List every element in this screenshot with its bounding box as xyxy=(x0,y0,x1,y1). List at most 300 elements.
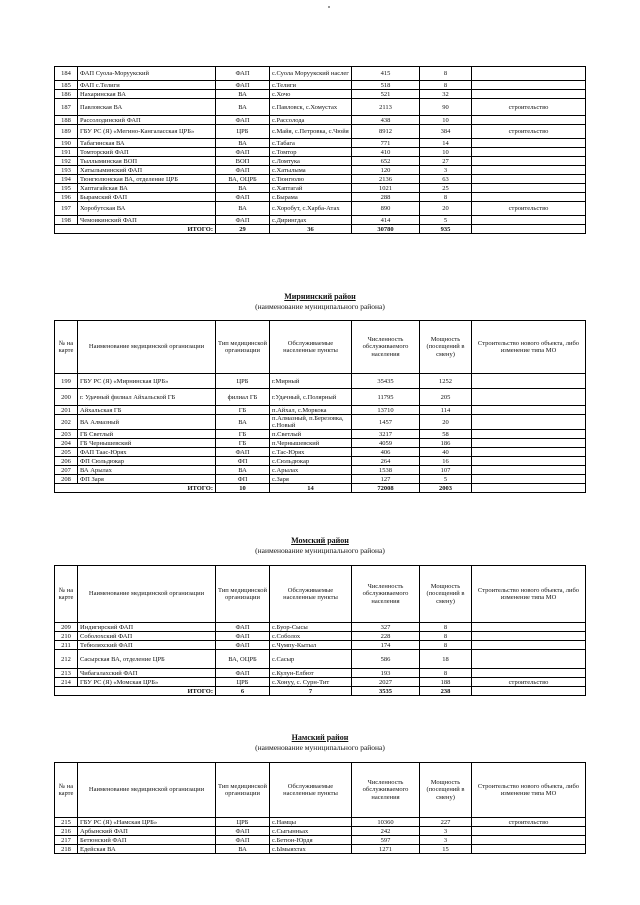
cell-population: 10360 xyxy=(352,818,420,827)
cell-number: 201 xyxy=(55,406,78,415)
cell-organization: Табагинская ВА xyxy=(78,139,216,148)
cell-capacity: 188 xyxy=(420,678,472,687)
cell-construction xyxy=(472,216,586,225)
table-row xyxy=(55,193,586,202)
cell-number: 194 xyxy=(55,175,78,184)
cell-construction xyxy=(472,157,586,166)
col-capacity-header: Мощность (посещений в смену) xyxy=(420,566,472,623)
cell-places: с.Ломтука xyxy=(270,157,352,166)
total-places: 36 xyxy=(270,225,352,234)
cell-population: 586 xyxy=(352,650,420,669)
cell-construction xyxy=(472,430,586,439)
total-population: 30780 xyxy=(352,225,420,234)
cell-population: 288 xyxy=(352,193,420,202)
cell-type: ВА, ОЦРБ xyxy=(216,175,270,184)
cell-number: 195 xyxy=(55,184,78,193)
cell-type: ЦРБ xyxy=(216,125,270,139)
cell-population: 11795 xyxy=(352,389,420,406)
cell-construction: строительство xyxy=(472,678,586,687)
cell-construction xyxy=(472,669,586,678)
cell-construction xyxy=(472,827,586,836)
cell-organization: Айхальская ГБ xyxy=(78,406,216,415)
table-row xyxy=(55,641,586,650)
section-title-mirny: Мирнинский район xyxy=(284,292,356,301)
cell-type: ФП xyxy=(216,475,270,484)
cell-population: 652 xyxy=(352,157,420,166)
cell-capacity: 8 xyxy=(420,193,472,202)
cell-number: 203 xyxy=(55,430,78,439)
cell-places: с.Дирингдах xyxy=(270,216,352,225)
cell-places: с.Хонуу, с. Сурн-Тит xyxy=(270,678,352,687)
cell-organization: Чемоикинский ФАП xyxy=(78,216,216,225)
cell-type: ФАП xyxy=(216,116,270,125)
cell-capacity: 18 xyxy=(420,650,472,669)
cell-population: 4059 xyxy=(352,439,420,448)
cell-capacity: 8 xyxy=(420,669,472,678)
cell-type: ФАП xyxy=(216,632,270,641)
cell-places: с.Сюльдюкар xyxy=(270,457,352,466)
cell-number: 210 xyxy=(55,632,78,641)
cell-construction xyxy=(472,81,586,90)
cell-construction xyxy=(472,148,586,157)
table-row xyxy=(55,466,586,475)
cell-places: с.Хочо xyxy=(270,90,352,99)
cell-places: с.Арылах xyxy=(270,466,352,475)
cell-type: ФАП xyxy=(216,836,270,845)
cell-population: 2027 xyxy=(352,678,420,687)
total-construction xyxy=(472,484,586,493)
total-population: 3535 xyxy=(352,687,420,696)
cell-places: с.Кулун-Елбют xyxy=(270,669,352,678)
cell-places: с.Суола Моруукский наслег xyxy=(270,67,352,81)
cell-places: с.Рассолода xyxy=(270,116,352,125)
cell-organization: ВА Арылах xyxy=(78,466,216,475)
cell-organization: ФАП Суола-Моруукский xyxy=(78,67,216,81)
table-row xyxy=(55,202,586,216)
col-capacity-header: Мощность (посещений в смену) xyxy=(420,763,472,818)
cell-number: 197 xyxy=(55,202,78,216)
scan-speck xyxy=(328,6,330,8)
cell-places: с.Хатылыма xyxy=(270,166,352,175)
cell-construction xyxy=(472,90,586,99)
cell-organization: Соболохский ФАП xyxy=(78,632,216,641)
total-row xyxy=(55,225,586,234)
cell-places: с.Сыгынньах xyxy=(270,827,352,836)
cell-construction xyxy=(472,415,586,430)
cell-number: 204 xyxy=(55,439,78,448)
table-row xyxy=(55,216,586,225)
table-row xyxy=(55,448,586,457)
cell-organization: Едейская ВА xyxy=(78,845,216,854)
cell-population: 1271 xyxy=(352,845,420,854)
cell-organization: Тюнгюлюнская ВА, отделение ЦРБ xyxy=(78,175,216,184)
cell-organization: Рассолодинский ФАП xyxy=(78,116,216,125)
cell-capacity: 14 xyxy=(420,139,472,148)
cell-number: 196 xyxy=(55,193,78,202)
cell-organization: ГБУ РС (Я) «Момская ЦРБ» xyxy=(78,678,216,687)
cell-population: 127 xyxy=(352,475,420,484)
cell-population: 1021 xyxy=(352,184,420,193)
cell-type: ВА xyxy=(216,139,270,148)
cell-type: филиал ГБ xyxy=(216,389,270,406)
cell-number: 191 xyxy=(55,148,78,157)
cell-organization: Тебюляхский ФАП xyxy=(78,641,216,650)
cell-construction: строительство xyxy=(472,125,586,139)
cell-number: 212 xyxy=(55,650,78,669)
cell-organization: Хаптагайская ВА xyxy=(78,184,216,193)
table-row xyxy=(55,623,586,632)
cell-construction xyxy=(472,845,586,854)
cell-capacity: 3 xyxy=(420,836,472,845)
cell-type: ФАП xyxy=(216,448,270,457)
col-number-header: № на карте xyxy=(55,763,78,818)
cell-capacity: 3 xyxy=(420,827,472,836)
cell-population: 242 xyxy=(352,827,420,836)
cell-population: 771 xyxy=(352,139,420,148)
total-construction xyxy=(472,225,586,234)
cell-capacity: 227 xyxy=(420,818,472,827)
cell-capacity: 3 xyxy=(420,166,472,175)
cell-capacity: 16 xyxy=(420,457,472,466)
cell-population: 193 xyxy=(352,669,420,678)
cell-organization: ГБУ РС (Я) «Мирнинская ЦРБ» xyxy=(78,374,216,389)
cell-organization: ФП Заря xyxy=(78,475,216,484)
col-capacity-header: Мощность (посещений в смену) xyxy=(420,321,472,374)
cell-construction xyxy=(472,175,586,184)
cell-population: 597 xyxy=(352,836,420,845)
cell-population: 228 xyxy=(352,632,420,641)
total-places: 14 xyxy=(270,484,352,493)
total-population: 72008 xyxy=(352,484,420,493)
cell-type: ВА xyxy=(216,90,270,99)
cell-type: ФАП xyxy=(216,193,270,202)
cell-number: 192 xyxy=(55,157,78,166)
cell-number: 213 xyxy=(55,669,78,678)
cell-organization: ФАП с.Телиги xyxy=(78,81,216,90)
cell-places: с.Майя, с.Петровка, с.Чюйя xyxy=(270,125,352,139)
total-type: 6 xyxy=(216,687,270,696)
cell-construction xyxy=(472,166,586,175)
cell-capacity: 20 xyxy=(420,415,472,430)
table-mirny xyxy=(54,320,586,493)
cell-capacity: 205 xyxy=(420,389,472,406)
cell-type: ФАП xyxy=(216,81,270,90)
cell-population: 415 xyxy=(352,67,420,81)
cell-population: 1457 xyxy=(352,415,420,430)
cell-construction xyxy=(472,466,586,475)
total-capacity: 2003 xyxy=(420,484,472,493)
col-construction-header: Строительство нового объекта, либо изменение типа МО xyxy=(472,566,586,623)
cell-construction xyxy=(472,389,586,406)
table-row xyxy=(55,650,586,669)
header-row xyxy=(55,321,586,374)
col-organization-header: Наименование медицинской организации xyxy=(78,763,216,818)
table-row xyxy=(55,175,586,184)
col-type-header: Тип медицинской организации xyxy=(216,763,270,818)
cell-capacity: 15 xyxy=(420,845,472,854)
total-label: ИТОГО: xyxy=(55,225,216,234)
cell-population: 35435 xyxy=(352,374,420,389)
col-population-header: Численность обслуживаемого населения xyxy=(352,321,420,374)
cell-type: ЦРБ xyxy=(216,374,270,389)
col-number-header: № на карте xyxy=(55,566,78,623)
cell-number: 186 xyxy=(55,90,78,99)
cell-organization: Хатылыминский ФАП xyxy=(78,166,216,175)
table-row xyxy=(55,827,586,836)
cell-capacity: 8 xyxy=(420,81,472,90)
cell-population: 2113 xyxy=(352,99,420,116)
total-row xyxy=(55,687,586,696)
cell-type: ФАП xyxy=(216,641,270,650)
cell-organization: Арбынский ФАП xyxy=(78,827,216,836)
cell-organization: Хоробутская ВА xyxy=(78,202,216,216)
total-label: ИТОГО: xyxy=(55,687,216,696)
cell-type: ВА, ОЦРБ xyxy=(216,650,270,669)
cell-population: 8912 xyxy=(352,125,420,139)
cell-construction xyxy=(472,406,586,415)
total-label: ИТОГО: xyxy=(55,484,216,493)
table-row xyxy=(55,669,586,678)
cell-construction xyxy=(472,116,586,125)
cell-construction: строительство xyxy=(472,202,586,216)
cell-population: 13710 xyxy=(352,406,420,415)
cell-places: с.Табага xyxy=(270,139,352,148)
cell-organization: ВА Алмазный xyxy=(78,415,216,430)
cell-number: 184 xyxy=(55,67,78,81)
cell-type: ФП xyxy=(216,457,270,466)
cell-construction: строительство xyxy=(472,818,586,827)
cell-organization: ФАП Таас-Юрях xyxy=(78,448,216,457)
cell-construction xyxy=(472,193,586,202)
cell-population: 120 xyxy=(352,166,420,175)
total-capacity: 238 xyxy=(420,687,472,696)
cell-number: 208 xyxy=(55,475,78,484)
cell-population: 890 xyxy=(352,202,420,216)
cell-places: п.Алмазный, п.Березовка, с.Новый xyxy=(270,415,352,430)
cell-construction xyxy=(472,448,586,457)
table-row xyxy=(55,818,586,827)
cell-population: 1538 xyxy=(352,466,420,475)
table-row xyxy=(55,166,586,175)
header-row xyxy=(55,763,586,818)
cell-type: ЦРБ xyxy=(216,818,270,827)
table-row xyxy=(55,90,586,99)
cell-type: ВА xyxy=(216,202,270,216)
section-title-namsky: Намский район xyxy=(291,733,349,742)
cell-type: ФАП xyxy=(216,623,270,632)
table-row xyxy=(55,125,586,139)
cell-capacity: 27 xyxy=(420,157,472,166)
table-row xyxy=(55,389,586,406)
cell-number: 209 xyxy=(55,623,78,632)
cell-population: 438 xyxy=(352,116,420,125)
cell-construction: строительство xyxy=(472,99,586,116)
table-row xyxy=(55,139,586,148)
col-places-header: Обслуживаемые населенные пункты xyxy=(270,321,352,374)
cell-number: 198 xyxy=(55,216,78,225)
cell-organization: Тыллыминская ВОП xyxy=(78,157,216,166)
cell-type: ФАП xyxy=(216,67,270,81)
cell-capacity: 58 xyxy=(420,430,472,439)
cell-population: 406 xyxy=(352,448,420,457)
cell-places: г.Удачный, с.Полярный xyxy=(270,389,352,406)
cell-population: 410 xyxy=(352,148,420,157)
cell-type: ВА xyxy=(216,466,270,475)
table-row xyxy=(55,678,586,687)
cell-number: 199 xyxy=(55,374,78,389)
cell-capacity: 8 xyxy=(420,641,472,650)
cell-capacity: 8 xyxy=(420,67,472,81)
cell-construction xyxy=(472,457,586,466)
cell-capacity: 8 xyxy=(420,632,472,641)
cell-organization: ГБУ РС (Я) «Мегино-Кангаласская ЦРБ» xyxy=(78,125,216,139)
cell-places: с.Бетюн-Юрдя xyxy=(270,836,352,845)
cell-construction xyxy=(472,374,586,389)
cell-capacity: 10 xyxy=(420,116,472,125)
cell-construction xyxy=(472,67,586,81)
cell-organization: Павловская ВА xyxy=(78,99,216,116)
cell-capacity: 40 xyxy=(420,448,472,457)
cell-places: с.Заря xyxy=(270,475,352,484)
cell-construction xyxy=(472,632,586,641)
table-moma xyxy=(54,565,586,696)
section-subtitle-namsky: (наименование муниципального района) xyxy=(255,743,385,752)
cell-capacity: 63 xyxy=(420,175,472,184)
table-row xyxy=(55,836,586,845)
cell-type: ФАП xyxy=(216,669,270,678)
cell-construction xyxy=(472,439,586,448)
table-megino xyxy=(54,66,586,234)
cell-capacity: 90 xyxy=(420,99,472,116)
cell-capacity: 1252 xyxy=(420,374,472,389)
table-row xyxy=(55,67,586,81)
cell-type: ВА xyxy=(216,184,270,193)
cell-organization: г. Удачный филиал Айхальской ГБ xyxy=(78,389,216,406)
table-row xyxy=(55,157,586,166)
cell-construction xyxy=(472,650,586,669)
table-row xyxy=(55,457,586,466)
cell-number: 188 xyxy=(55,116,78,125)
col-population-header: Численность обслуживаемого населения xyxy=(352,566,420,623)
cell-places: с.Буор-Сысы xyxy=(270,623,352,632)
cell-places: с.Ымыяхтах xyxy=(270,845,352,854)
cell-capacity: 107 xyxy=(420,466,472,475)
cell-organization: Сасырская ВА, отделение ЦРБ xyxy=(78,650,216,669)
col-organization-header: Наименование медицинской организации xyxy=(78,321,216,374)
cell-organization: ГБУ РС (Я) «Намская ЦРБ» xyxy=(78,818,216,827)
table-row xyxy=(55,406,586,415)
cell-capacity: 25 xyxy=(420,184,472,193)
cell-capacity: 10 xyxy=(420,148,472,157)
table-row xyxy=(55,99,586,116)
col-type-header: Тип медицинской организации xyxy=(216,321,270,374)
cell-capacity: 186 xyxy=(420,439,472,448)
cell-population: 327 xyxy=(352,623,420,632)
table-header xyxy=(55,321,586,374)
cell-number: 207 xyxy=(55,466,78,475)
cell-type: ГБ xyxy=(216,439,270,448)
cell-number: 202 xyxy=(55,415,78,430)
total-type: 10 xyxy=(216,484,270,493)
cell-population: 3217 xyxy=(352,430,420,439)
total-row xyxy=(55,484,586,493)
cell-places: с.Хаптагай xyxy=(270,184,352,193)
cell-capacity: 32 xyxy=(420,90,472,99)
cell-number: 217 xyxy=(55,836,78,845)
cell-number: 218 xyxy=(55,845,78,854)
cell-type: ГБ xyxy=(216,430,270,439)
cell-places: с.Томтор xyxy=(270,148,352,157)
cell-organization: ГБ Чернышевский xyxy=(78,439,216,448)
table-row xyxy=(55,430,586,439)
cell-places: с.Бырама xyxy=(270,193,352,202)
cell-number: 190 xyxy=(55,139,78,148)
cell-organization: ГБ Светлый xyxy=(78,430,216,439)
table-row xyxy=(55,148,586,157)
cell-population: 264 xyxy=(352,457,420,466)
section-title-moma: Момский район xyxy=(291,536,349,545)
table-row xyxy=(55,415,586,430)
col-population-header: Численность обслуживаемого населения xyxy=(352,763,420,818)
table-namsky xyxy=(54,762,586,854)
cell-population: 518 xyxy=(352,81,420,90)
cell-organization: Индигирский ФАП xyxy=(78,623,216,632)
cell-number: 187 xyxy=(55,99,78,116)
total-capacity: 935 xyxy=(420,225,472,234)
section-subtitle-mirny: (наименование муниципального района) xyxy=(255,302,385,311)
cell-places: с.Хоробут, с.Харба-Атах xyxy=(270,202,352,216)
col-organization-header: Наименование медицинской организации xyxy=(78,566,216,623)
cell-places: с.Телиги xyxy=(270,81,352,90)
cell-organization: Нахаринская ВА xyxy=(78,90,216,99)
cell-type: ФАП xyxy=(216,166,270,175)
cell-capacity: 114 xyxy=(420,406,472,415)
header-row xyxy=(55,566,586,623)
cell-number: 206 xyxy=(55,457,78,466)
cell-population: 414 xyxy=(352,216,420,225)
table-header xyxy=(55,566,586,623)
col-places-header: Обслуживаемые населенные пункты xyxy=(270,566,352,623)
cell-capacity: 384 xyxy=(420,125,472,139)
table-row xyxy=(55,439,586,448)
cell-population: 174 xyxy=(352,641,420,650)
cell-organization: Томторский ФАП xyxy=(78,148,216,157)
cell-places: с.Павловск, с.Хомустах xyxy=(270,99,352,116)
cell-type: ЦРБ xyxy=(216,678,270,687)
cell-construction xyxy=(472,836,586,845)
cell-places: с.Чумпу-Кытыл xyxy=(270,641,352,650)
col-construction-header: Строительство нового объекта, либо изменение типа МО xyxy=(472,763,586,818)
cell-organization: ФП Сюльдюкар xyxy=(78,457,216,466)
cell-construction xyxy=(472,641,586,650)
cell-type: ВОП xyxy=(216,157,270,166)
table-row xyxy=(55,374,586,389)
cell-number: 193 xyxy=(55,166,78,175)
cell-places: с.Сасыр xyxy=(270,650,352,669)
table-row xyxy=(55,475,586,484)
total-type: 29 xyxy=(216,225,270,234)
cell-places: с.Тюнгюлю xyxy=(270,175,352,184)
cell-places: п.Светлый xyxy=(270,430,352,439)
cell-places: п.Чернышевский xyxy=(270,439,352,448)
col-type-header: Тип медицинской организации xyxy=(216,566,270,623)
cell-type: ФАП xyxy=(216,216,270,225)
cell-type: ВА xyxy=(216,845,270,854)
cell-number: 200 xyxy=(55,389,78,406)
total-construction xyxy=(472,687,586,696)
cell-capacity: 5 xyxy=(420,216,472,225)
cell-places: с.Намцы xyxy=(270,818,352,827)
